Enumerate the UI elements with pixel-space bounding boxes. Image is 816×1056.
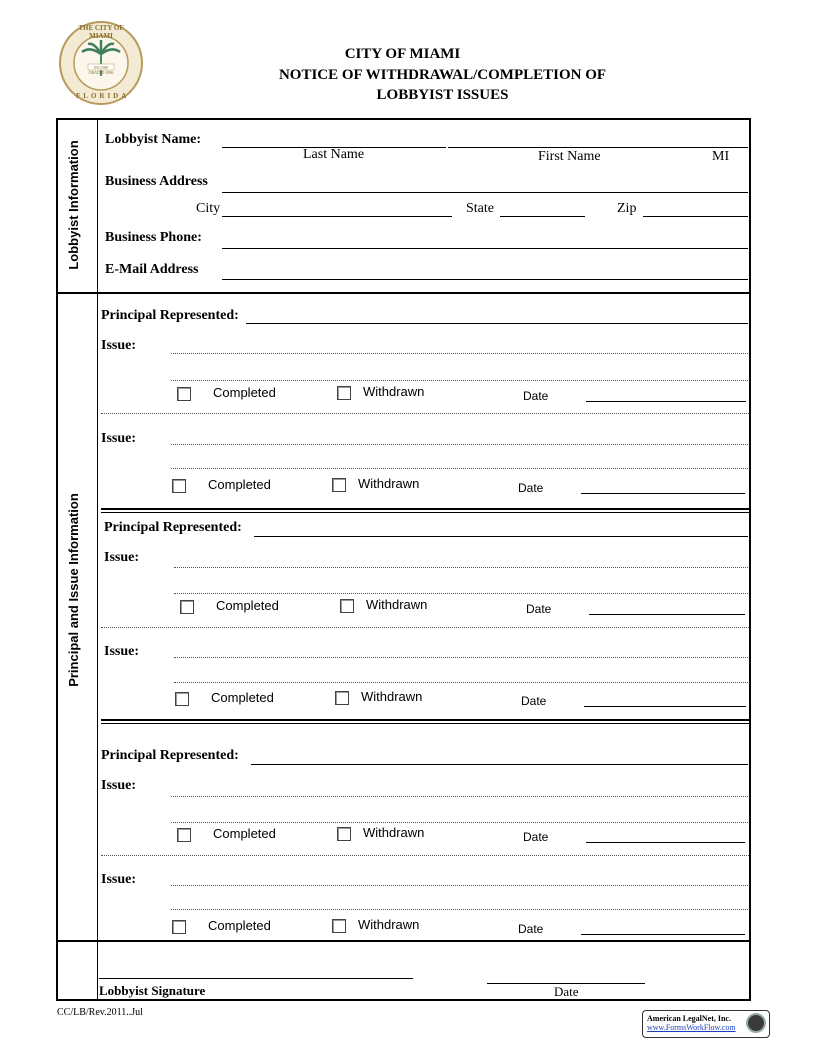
- principal-represented-label: Principal Represented:: [101, 308, 239, 323]
- date-field[interactable]: [581, 934, 745, 935]
- date-label: Date: [518, 922, 544, 936]
- frame-top: [56, 118, 751, 120]
- issue-field[interactable]: [171, 796, 748, 797]
- state-label: State: [466, 201, 494, 216]
- date-label: Date: [521, 694, 547, 708]
- issue-field[interactable]: [171, 822, 748, 823]
- date-field[interactable]: [586, 401, 746, 402]
- lobbyist-name-label: Lobbyist Name:: [105, 132, 202, 147]
- date-label: Date: [523, 389, 549, 403]
- date-label: Date: [523, 830, 549, 844]
- issue-separator: [101, 413, 749, 414]
- withdrawn-checkbox[interactable]: [332, 478, 346, 492]
- issue-field[interactable]: [174, 593, 748, 594]
- principal-section-label: Principal and Issue Information: [66, 493, 81, 687]
- completed-label: Completed: [208, 477, 271, 492]
- principal-represented-field[interactable]: [254, 536, 748, 537]
- completed-checkbox[interactable]: [172, 920, 186, 934]
- frame-bottom: [56, 999, 751, 1001]
- seal-text-top: THE CITY OF MIAMI: [78, 24, 124, 40]
- last-name-caption: Last Name: [303, 147, 365, 162]
- vendor-badge[interactable]: [642, 1010, 770, 1038]
- business-phone-field[interactable]: [222, 248, 748, 249]
- withdrawn-checkbox[interactable]: [337, 827, 351, 841]
- city-field[interactable]: [222, 216, 452, 217]
- issue-field[interactable]: [171, 444, 748, 445]
- city-seal: [58, 20, 144, 106]
- zip-label: Zip: [617, 201, 637, 216]
- completed-checkbox[interactable]: [177, 387, 191, 401]
- principal-separator: [101, 719, 749, 724]
- city-name: CITY OF MIAMI: [344, 46, 461, 62]
- withdrawn-checkbox[interactable]: [340, 599, 354, 613]
- business-address-label: Business Address: [105, 174, 208, 189]
- issue-label: Issue:: [101, 338, 137, 353]
- email-field[interactable]: [222, 279, 748, 280]
- date-label: Date: [526, 602, 552, 616]
- issue-label: Issue:: [101, 431, 137, 446]
- withdrawn-checkbox[interactable]: [335, 691, 349, 705]
- issue-field[interactable]: [171, 353, 748, 354]
- withdrawn-label: Withdrawn: [363, 825, 425, 840]
- principal-separator: [101, 508, 749, 513]
- withdrawn-label: Withdrawn: [358, 917, 420, 932]
- date-label: Date: [518, 481, 544, 495]
- issue-field[interactable]: [171, 885, 748, 886]
- first-name-field[interactable]: [448, 147, 748, 148]
- issue-field[interactable]: [171, 468, 748, 469]
- frame-divider-1: [56, 292, 751, 294]
- completed-checkbox[interactable]: [175, 692, 189, 706]
- issue-field[interactable]: [171, 380, 748, 381]
- principal-represented-label: Principal Represented:: [104, 520, 242, 535]
- vendor-logo-icon: [746, 1013, 766, 1033]
- principal-represented-label: Principal Represented:: [101, 748, 239, 763]
- business-phone-label: Business Phone:: [105, 230, 202, 245]
- date-field[interactable]: [581, 493, 745, 494]
- first-name-caption: First Name: [538, 149, 601, 164]
- issue-field[interactable]: [174, 657, 748, 658]
- completed-checkbox[interactable]: [177, 828, 191, 842]
- withdrawn-label: Withdrawn: [363, 384, 425, 399]
- date-field[interactable]: [589, 614, 745, 615]
- completed-checkbox[interactable]: [172, 479, 186, 493]
- principal-represented-field[interactable]: [251, 764, 748, 765]
- completed-label: Completed: [211, 690, 274, 705]
- lobbyist-signature-label: Lobbyist Signature: [99, 983, 206, 998]
- mi-caption: MI: [712, 149, 730, 164]
- frame-right: [749, 119, 751, 1001]
- completed-label: Completed: [213, 385, 276, 400]
- withdrawn-label: Withdrawn: [366, 597, 428, 612]
- seal-text-center: INCORP ORATED 1896: [88, 65, 114, 75]
- form-title-line2: LOBBYIST ISSUES: [376, 87, 509, 103]
- title-block: [240, 46, 645, 104]
- state-field[interactable]: [500, 216, 585, 217]
- date-field[interactable]: [584, 706, 746, 707]
- withdrawn-label: Withdrawn: [358, 476, 420, 491]
- withdrawn-label: Withdrawn: [361, 689, 423, 704]
- vendor-link[interactable]: www.FormsWorkFlow.com: [647, 1023, 736, 1032]
- email-label: E-Mail Address: [105, 262, 199, 277]
- frame-inner-left: [97, 119, 98, 1001]
- issue-separator: [101, 627, 749, 628]
- form-revision: CC/LB/Rev.2011..Jul: [57, 1007, 143, 1018]
- city-label: City: [196, 201, 221, 216]
- date-field[interactable]: [586, 842, 745, 843]
- form-title-line1: NOTICE OF WITHDRAWAL/COMPLETION OF: [278, 67, 607, 83]
- seal-text-bottom: FLORIDA: [76, 92, 130, 100]
- issue-field[interactable]: [174, 682, 748, 683]
- lobbyist-signature-field[interactable]: [99, 978, 413, 979]
- issue-field[interactable]: [171, 909, 748, 910]
- vendor-name: American LegalNet, Inc.: [647, 1014, 731, 1023]
- completed-label: Completed: [216, 598, 279, 613]
- completed-label: Completed: [213, 826, 276, 841]
- business-address-field[interactable]: [222, 192, 748, 193]
- issue-separator: [101, 855, 749, 856]
- completed-label: Completed: [208, 918, 271, 933]
- principal-represented-field[interactable]: [246, 323, 748, 324]
- completed-checkbox[interactable]: [180, 600, 194, 614]
- frame-left: [56, 119, 58, 1001]
- withdrawn-checkbox[interactable]: [332, 919, 346, 933]
- issue-label: Issue:: [101, 778, 137, 793]
- issue-label: Issue:: [104, 550, 140, 565]
- signature-date-label: Date: [554, 984, 579, 999]
- withdrawn-checkbox[interactable]: [337, 386, 351, 400]
- zip-field[interactable]: [643, 216, 748, 217]
- frame-divider-2: [56, 940, 751, 942]
- issue-label: Issue:: [104, 644, 140, 659]
- issue-label: Issue:: [101, 872, 137, 887]
- lobbyist-section-label: Lobbyist Information: [66, 140, 81, 270]
- issue-field[interactable]: [174, 567, 748, 568]
